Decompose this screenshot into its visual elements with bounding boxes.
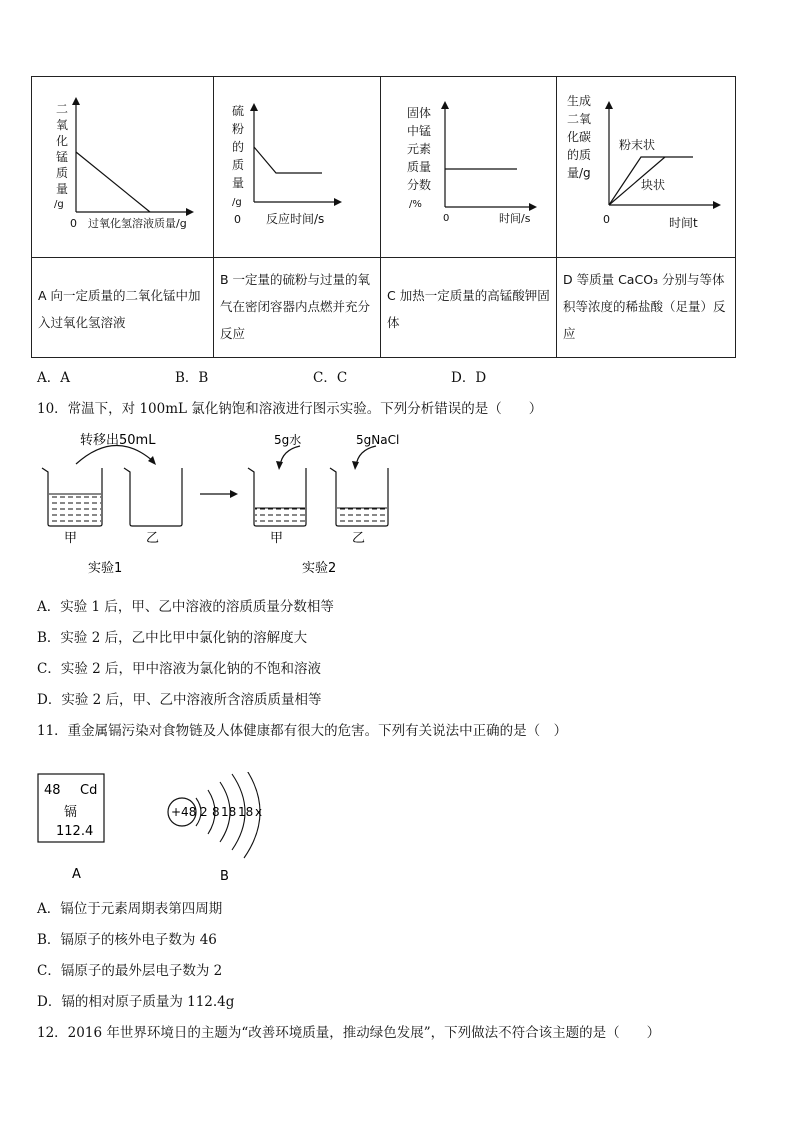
shell-1-electrons: 2 (200, 805, 208, 819)
graph-c-ylabel: 固体 (407, 106, 432, 120)
graph-b-ylabel: 质 (232, 158, 245, 172)
graph-c-ylabel: 元素 (407, 142, 432, 156)
q10-option-c: C．实验 2 后，甲中溶液为氯化钠的不饱和溶液 (37, 661, 322, 677)
shell-3-electrons: 18 (221, 805, 237, 819)
graph-a-line (76, 152, 150, 212)
element-number: 48 (44, 783, 61, 798)
shell-2-electrons: 8 (212, 805, 220, 819)
element-card (38, 774, 104, 842)
caption-cell-b (214, 258, 381, 358)
graph-d-ylabel: 二氧 (567, 112, 592, 126)
graph-b-ylabel: 量 (232, 176, 245, 190)
graph-cell-b (214, 77, 381, 258)
beaker-yi-2 (330, 468, 388, 526)
q11-option-a: A．镉位于元素周期表第四周期 (37, 901, 223, 917)
graph-c-ylabel: 分数 (407, 178, 432, 192)
graph-b-ylabel: /g (232, 197, 242, 208)
graph-c (381, 77, 557, 253)
graph-a-ylabel: 量 (56, 182, 69, 196)
shell-4-electrons: 18 (238, 805, 254, 819)
graph-b-ylabel: 粉 (232, 122, 245, 136)
experiment-2-label: 实验2 (302, 561, 337, 576)
graph-b-ylabel: 的 (232, 140, 245, 154)
label-yi-2: 乙 (352, 531, 366, 546)
q9-option-a: A．A (37, 370, 70, 386)
caption-a: A 向一定质量的二氧化锰中加入过氧化氢溶液 (38, 288, 201, 330)
graph-a-ylabel: 化 (56, 134, 69, 148)
caption-cell-d (557, 258, 736, 358)
graph-d-ylabel: 量/g (567, 166, 591, 180)
element-symbol: Cd (80, 783, 98, 798)
graph-a-origin: 0 (70, 217, 77, 230)
transfer-label: 转移出50mL (80, 433, 156, 448)
beaker-jia-1 (42, 468, 102, 526)
figure-label-a: A (72, 867, 81, 882)
graph-d-origin: 0 (603, 213, 610, 226)
graph-d (557, 77, 736, 253)
q11-option-c: C．镉原子的最外层电子数为 2 (37, 963, 223, 979)
q10-experiment-figure (36, 428, 436, 584)
add-nacl-label: 5gNaCl (356, 433, 400, 447)
graph-a (32, 77, 214, 253)
shell-5-electrons: x (255, 805, 263, 819)
graph-d-block-label: 块状 (641, 178, 666, 192)
transfer-arrow (76, 445, 154, 464)
graph-b-ylabel: 硫 (232, 104, 245, 118)
label-yi-1: 乙 (146, 531, 160, 546)
graph-a-ylabel: /g (54, 199, 64, 210)
nucleus-charge: +48 (171, 805, 197, 819)
q9-option-b: B．B (175, 370, 209, 386)
beaker-jia-2 (248, 468, 306, 526)
q11-figure (36, 772, 286, 886)
q12-stem: 12．2016 年世界环境日的主题为“改善环境质量，推动绿色发展”，下列做法不符合该主题的是（ ） (37, 1025, 661, 1041)
graph-b (214, 77, 381, 253)
graph-c-ylabel: 质量 (407, 160, 432, 174)
graph-a-ylabel: 锰 (56, 150, 69, 164)
element-name: 镉 (64, 805, 78, 820)
add-water-label: 5g水 (274, 433, 302, 447)
experiment-1-label: 实验1 (88, 561, 123, 576)
q10-option-b: B．实验 2 后，乙中比甲中氯化钠的溶解度大 (37, 630, 308, 646)
caption-b: B 一定量的硫粉与过量的氧气在密闭容器内点燃并充分反应 (220, 272, 371, 341)
element-mass: 112.4 (56, 824, 94, 839)
beaker-yi-1 (124, 468, 182, 526)
graph-b-line (254, 147, 322, 173)
graph-d-powder-label: 粉末状 (619, 138, 656, 152)
graph-cell-a (32, 77, 214, 258)
graph-c-ylabel: /% (409, 199, 422, 210)
q9-option-c: C．C (313, 370, 348, 386)
graph-c-xlabel: 时间/s (499, 212, 531, 225)
graph-c-origin: 0 (443, 213, 450, 224)
graph-a-ylabel: 二 (56, 102, 69, 116)
graph-a-ylabel: 氧 (56, 118, 69, 132)
graph-a-xlabel: 过氧化氢溶液质量/g (88, 217, 187, 230)
graph-d-ylabel: 的质 (567, 148, 592, 162)
graph-cell-d (557, 77, 736, 258)
q10-option-d: D．实验 2 后，甲、乙中溶液所含溶质质量相等 (37, 692, 322, 708)
graph-a-ylabel: 质 (56, 166, 69, 180)
graph-b-xlabel: 反应时间/s (266, 212, 325, 226)
q10-option-a: A．实验 1 后，甲、乙中溶液的溶质质量分数相等 (37, 599, 334, 615)
caption-d: D 等质量 CaCO₃ 分别与等体积等浓度的稀盐酸（足量）反应 (563, 272, 726, 341)
label-jia-1: 甲 (64, 531, 78, 546)
q9-graph-table (31, 76, 736, 358)
graph-c-ylabel: 中锰 (407, 124, 432, 138)
caption-cell-c (381, 258, 557, 358)
q9-option-d: D．D (451, 370, 487, 386)
graph-cell-c (381, 77, 557, 258)
q10-stem: 10．常温下，对 100mL 氯化钠饱和溶液进行图示实验。下列分析错误的是（ ） (37, 401, 543, 417)
atom-structure-diagram (168, 772, 262, 858)
q11-option-b: B．镉原子的核外电子数为 46 (37, 932, 217, 948)
graph-d-ylabel: 生成 (567, 94, 592, 108)
label-jia-2: 甲 (270, 531, 284, 546)
figure-label-b: B (220, 869, 229, 884)
caption-c: C 加热一定质量的高锰酸钾固体 (387, 288, 550, 330)
q11-stem: 11．重金属镉污染对食物链及人体健康都有很大的危害。下列有关说法中正确的是（ ） (37, 723, 568, 739)
caption-cell-a (32, 258, 214, 358)
graph-b-origin: 0 (234, 213, 241, 226)
graph-d-xlabel: 时间t (669, 216, 698, 230)
q11-option-d: D．镉的相对原子质量为 112.4g (37, 994, 235, 1010)
graph-d-ylabel: 化碳 (567, 130, 592, 144)
